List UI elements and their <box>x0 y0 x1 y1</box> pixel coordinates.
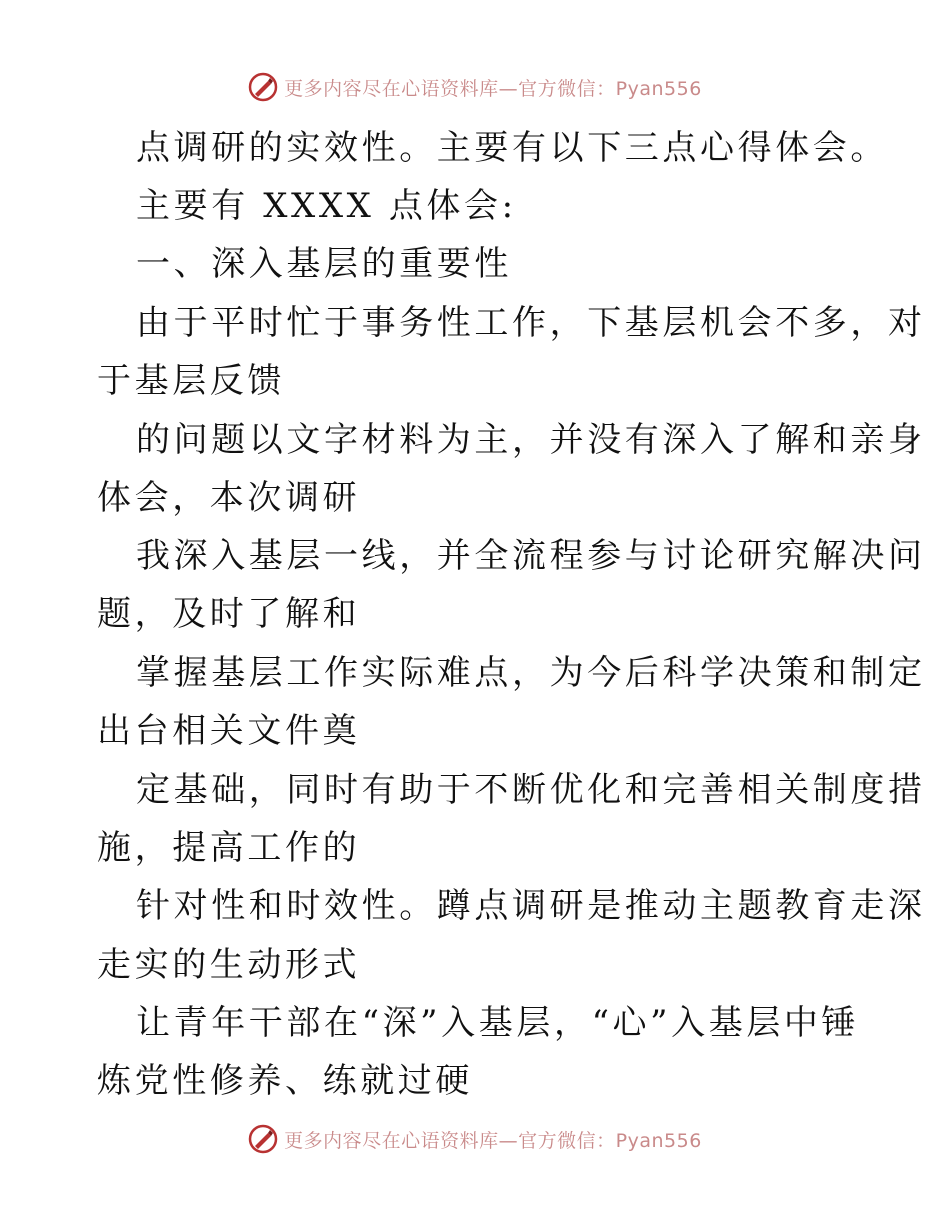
text-line: 的问题以文字材料为主，并没有深入了解和亲身 <box>136 420 926 460</box>
text-line: 炼党性修养、练就过硬 <box>97 1061 473 1101</box>
text-line: 针对性和时效性。蹲点调研是推动主题教育走深 <box>136 886 926 926</box>
text-line: 施，提高工作的 <box>97 828 361 868</box>
text-line: 我深入基层一线，并全流程参与讨论研究解决问 <box>136 536 926 576</box>
text-line: 体会，本次调研 <box>97 478 361 518</box>
red-circle-pen-logo-icon <box>248 1124 278 1154</box>
text-line: 出台相关文件奠 <box>97 711 361 751</box>
text-line: 于基层反馈 <box>97 361 285 401</box>
red-circle-pen-logo-icon <box>248 72 278 102</box>
header-watermark <box>0 72 950 102</box>
watermark-text: 更多内容尽在心语资料库—官方微信：Pyan556 <box>284 77 702 100</box>
footer-watermark <box>0 1124 950 1154</box>
section-heading: 一、深入基层的重要性 <box>136 244 512 284</box>
text-line: 题，及时了解和 <box>97 594 361 634</box>
watermark-text: 更多内容尽在心语资料库—官方微信：Pyan556 <box>284 1129 702 1152</box>
text-line: 让青年干部在“深”入基层，“心”入基层中锤 <box>136 1003 860 1043</box>
text-line: 走实的生动形式 <box>97 945 361 985</box>
text-line: 主要有 XXXX 点体会: <box>136 186 517 226</box>
text-line: 掌握基层工作实际难点，为今后科学决策和制定 <box>136 653 926 693</box>
text-line: 由于平时忙于事务性工作，下基层机会不多，对 <box>136 303 926 343</box>
text-line: 定基础，同时有助于不断优化和完善相关制度措 <box>136 770 926 810</box>
text-line: 点调研的实效性。主要有以下三点心得体会。 <box>136 128 888 168</box>
